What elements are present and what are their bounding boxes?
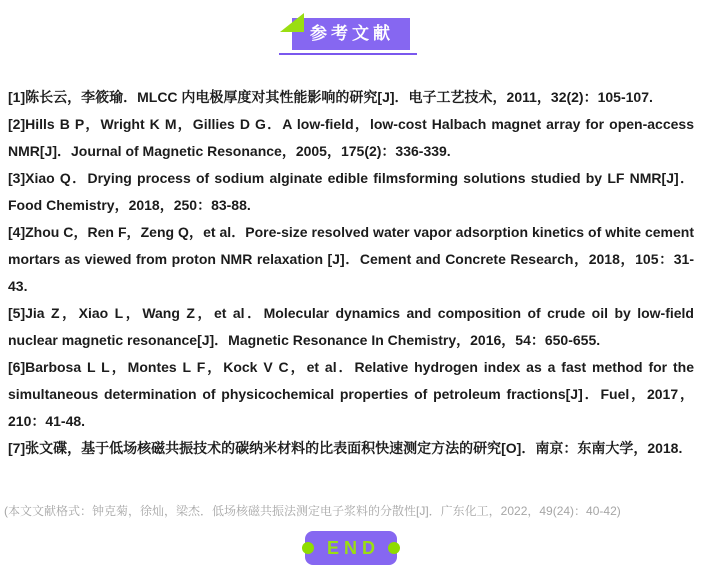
reference-item: [4]Zhou C，Ren F，Zeng Q，et al．Pore-size resolved water vapor adsorption kinetics of white cement mortars as viewed from proton NMR relaxation [J]．Cement and Concrete Research，2018，105：31-43.	[8, 224, 694, 294]
reference-item: [3]Xiao Q．Drying process of sodium alginate edible filmsforming solutions studied by LF NMR[J]．Food Chemistry，2018，250：83-88.	[8, 170, 694, 213]
header-underline	[279, 53, 417, 55]
fold-triangle-icon	[280, 13, 304, 32]
reference-item: [7]张文碟，基于低场核磁共振技术的碳纳米材料的比表面积快速测定方法的研究[O]．南京：东南大学，2018.	[8, 440, 683, 456]
references-header-badge	[292, 18, 410, 50]
references-title: 参考文献	[310, 24, 394, 43]
end-section	[0, 531, 702, 565]
reference-item: [2]Hills B P，Wright K M，Gillies D G．A low-field，low-cost Halbach magnet array for open-access NMR[J]．Journal of Magnetic Resonance，2005，175(2)：336-339.	[8, 116, 694, 159]
end-dot-right-icon	[388, 542, 400, 554]
reference-item: [5]Jia Z，Xiao L，Wang Z，et al．Molecular dynamics and composition of crude oil by low-field nuclear magnetic resonance[J]．Magnetic Resonance In Chemistry，2016，54：650-655.	[8, 305, 694, 348]
citation-format-note: (本文文献格式：钟克菊，徐灿，梁杰．低场核磁共振法测定电子浆料的分散性[J]．广东化工，2022，49(24)：40-42)	[4, 504, 621, 518]
reference-item: [6]Barbosa L L，Montes L F，Kock V C，et al．Relative hydrogen index as a fast method for the simultaneous determination of physicochemical properties of petroleum fractions[J]．Fuel，2017，210：41-48.	[8, 359, 694, 429]
references-list	[8, 84, 694, 462]
end-badge	[305, 531, 397, 565]
reference-item: [1]陈长云，李筱瑜．MLCC 内电极厚度对其性能影响的研究[J]．电子工艺技术，2011，32(2)：105-107.	[8, 89, 653, 105]
references-header	[0, 18, 702, 50]
end-dot-left-icon	[302, 542, 314, 554]
end-label: END	[326, 537, 380, 558]
